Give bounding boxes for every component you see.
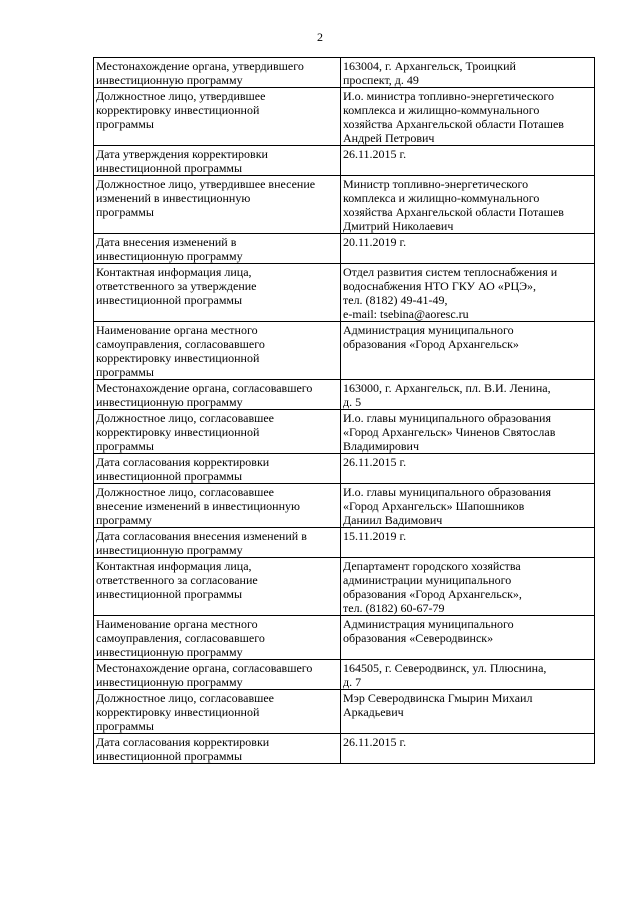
row-value-cell — [341, 528, 595, 558]
row-value-line: Аркадьевич — [343, 705, 404, 719]
table-row — [94, 528, 595, 558]
row-label-line: инвестиционной программы — [96, 587, 243, 601]
row-label-line: ответственного за согласование — [96, 573, 258, 587]
table-row — [94, 660, 595, 690]
row-value-line: 163004, г. Архангельск, Троицкий — [343, 59, 516, 73]
table-row — [94, 146, 595, 176]
row-value-line: Администрация муниципального — [343, 323, 514, 337]
row-label-line: самоуправления, согласовавшего — [96, 631, 265, 645]
row-label-line: Местонахождение органа, согласовавшего — [96, 661, 313, 675]
row-value-line: 26.11.2015 г. — [343, 455, 407, 469]
row-value-line: Министр топливно-энергетического — [343, 177, 529, 191]
table-row — [94, 410, 595, 454]
row-label-cell — [94, 322, 341, 380]
row-value-cell — [341, 264, 595, 322]
row-value-cell — [341, 454, 595, 484]
row-label-cell — [94, 380, 341, 410]
table-row — [94, 690, 595, 734]
row-value-line: образования «Город Архангельск» — [343, 337, 519, 351]
row-label-line: инвестиционную программу — [96, 249, 243, 263]
row-value-line: 163000, г. Архангельск, пл. В.И. Ленина, — [343, 381, 551, 395]
row-label-line: Дата согласования корректировки — [96, 735, 270, 749]
row-label-line: программы — [96, 365, 154, 379]
row-value-line: образования «Северодвинск» — [343, 631, 494, 645]
row-label-cell — [94, 176, 341, 234]
row-value-line: Владимирович — [343, 439, 419, 453]
row-value-line: И.о. главы муниципального образования — [343, 485, 551, 499]
row-label-cell — [94, 558, 341, 616]
row-value-line: 164505, г. Северодвинск, ул. Плюснина, — [343, 661, 547, 675]
row-label-cell — [94, 58, 341, 88]
table-body — [94, 58, 595, 764]
row-label-line: Наименование органа местного — [96, 323, 258, 337]
row-value-line: Департамент городского хозяйства — [343, 559, 521, 573]
row-label-line: инвестиционную программу — [96, 395, 243, 409]
row-value-line: Администрация муниципального — [343, 617, 514, 631]
row-value-cell — [341, 558, 595, 616]
row-label-line: изменений в инвестиционную — [96, 191, 251, 205]
row-value-line: хозяйства Архангельской области Поташев — [343, 205, 564, 219]
row-value-line: Отдел развития систем теплоснабжения и — [343, 265, 558, 279]
row-label-line: Должностное лицо, утвердившее — [96, 89, 266, 103]
row-label-line: корректировку инвестиционной — [96, 705, 260, 719]
row-value-line: «Город Архангельск» Чиненов Святослав — [343, 425, 556, 439]
row-value-line: комплекса и жилищно-коммунального — [343, 103, 540, 117]
row-label-line: Должностное лицо, согласовавшее — [96, 691, 274, 705]
row-label-cell — [94, 454, 341, 484]
row-label-line: инвестиционную программу — [96, 73, 243, 87]
table-row — [94, 322, 595, 380]
row-value-cell — [341, 484, 595, 528]
table-row — [94, 484, 595, 528]
row-value-cell — [341, 322, 595, 380]
table-row — [94, 558, 595, 616]
row-value-line: 26.11.2015 г. — [343, 147, 407, 161]
row-label-line: Должностное лицо, утвердившее внесение — [96, 177, 316, 191]
row-label-line: Дата внесения изменений в — [96, 235, 237, 249]
row-label-line: инвестиционной программы — [96, 161, 243, 175]
row-value-line: проспект, д. 49 — [343, 73, 419, 87]
row-value-line: 20.11.2019 г. — [343, 235, 407, 249]
page-number: 2 — [317, 30, 323, 44]
table-row — [94, 234, 595, 264]
row-value-line: тел. (8182) 60-67-79 — [343, 601, 445, 615]
row-value-line: «Город Архангельск» Шапошников — [343, 499, 525, 513]
row-label-cell — [94, 410, 341, 454]
row-label-line: инвестиционной программы — [96, 293, 243, 307]
row-label-line: Дата согласования корректировки — [96, 455, 270, 469]
row-value-cell — [341, 146, 595, 176]
row-label-line: корректировку инвестиционной — [96, 425, 260, 439]
row-value-line: И.о. министра топливно-энергетического — [343, 89, 555, 103]
row-label-line: Местонахождение органа, утвердившего — [96, 59, 304, 73]
row-label-line: инвестиционную программу — [96, 675, 243, 689]
row-value-line: Даниил Вадимович — [343, 513, 443, 527]
row-label-line: Наименование органа местного — [96, 617, 258, 631]
row-label-line: инвестиционной программы — [96, 469, 243, 483]
row-value-line: Мэр Северодвинска Гмырин Михаил — [343, 691, 533, 705]
row-label-cell — [94, 264, 341, 322]
row-label-line: инвестиционной программы — [96, 749, 243, 763]
table-row — [94, 734, 595, 764]
row-value-line: водоснабжения НТО ГКУ АО «РЦЭ», — [343, 279, 537, 293]
row-value-cell — [341, 176, 595, 234]
row-label-line: инвестиционную программу — [96, 543, 243, 557]
row-label-cell — [94, 616, 341, 660]
row-label-line: внесение изменений в инвестиционную — [96, 499, 300, 513]
row-label-line: корректировку инвестиционной — [96, 103, 260, 117]
row-value-line: e-mail: tsebina@aoresc.ru — [343, 307, 469, 321]
row-value-cell — [341, 88, 595, 146]
row-label-cell — [94, 734, 341, 764]
row-label-line: программы — [96, 205, 154, 219]
row-label-line: программы — [96, 719, 154, 733]
row-value-cell — [341, 58, 595, 88]
row-value-cell — [341, 734, 595, 764]
row-value-line: комплекса и жилищно-коммунального — [343, 191, 540, 205]
row-value-line: д. 5 — [343, 395, 362, 409]
row-label-line: Дата утверждения корректировки — [96, 147, 268, 161]
row-value-line: Дмитрий Николаевич — [343, 219, 454, 233]
row-value-cell — [341, 380, 595, 410]
row-value-line: д. 7 — [343, 675, 362, 689]
table-row — [94, 454, 595, 484]
row-label-line: программы — [96, 117, 154, 131]
table-row — [94, 264, 595, 322]
row-value-line: хозяйства Архангельской области Поташев — [343, 117, 564, 131]
row-value-line: тел. (8182) 49-41-49, — [343, 293, 448, 307]
row-value-line: администрации муниципального — [343, 573, 512, 587]
row-label-line: ответственного за утверждение — [96, 279, 257, 293]
row-value-line: 15.11.2019 г. — [343, 529, 407, 543]
row-label-line: Местонахождение органа, согласовавшего — [96, 381, 313, 395]
row-label-line: Должностное лицо, согласовавшее — [96, 485, 274, 499]
table-row — [94, 380, 595, 410]
row-label-line: инвестиционную программу — [96, 645, 243, 659]
row-label-line: Контактная информация лица, — [96, 265, 252, 279]
row-label-line: корректировку инвестиционной — [96, 351, 260, 365]
row-label-cell — [94, 146, 341, 176]
row-label-cell — [94, 234, 341, 264]
table-row — [94, 58, 595, 88]
row-label-cell — [94, 484, 341, 528]
row-label-line: программу — [96, 513, 152, 527]
row-label-cell — [94, 528, 341, 558]
row-value-cell — [341, 616, 595, 660]
row-label-cell — [94, 690, 341, 734]
row-label-line: Контактная информация лица, — [96, 559, 252, 573]
row-label-cell — [94, 660, 341, 690]
row-value-cell — [341, 410, 595, 454]
investment-program-info-table — [93, 57, 595, 764]
row-value-cell — [341, 660, 595, 690]
row-value-line: Андрей Петрович — [343, 131, 435, 145]
row-value-cell — [341, 234, 595, 264]
row-label-line: Дата согласования внесения изменений в — [96, 529, 307, 543]
row-value-line: образования «Город Архангельск», — [343, 587, 522, 601]
row-value-cell — [341, 690, 595, 734]
table-row — [94, 88, 595, 146]
table-row — [94, 616, 595, 660]
row-label-line: программы — [96, 439, 154, 453]
row-value-line: И.о. главы муниципального образования — [343, 411, 551, 425]
table-row — [94, 176, 595, 234]
row-label-line: самоуправления, согласовавшего — [96, 337, 265, 351]
row-label-line: Должностное лицо, согласовавшее — [96, 411, 274, 425]
row-value-line: 26.11.2015 г. — [343, 735, 407, 749]
row-label-cell — [94, 88, 341, 146]
